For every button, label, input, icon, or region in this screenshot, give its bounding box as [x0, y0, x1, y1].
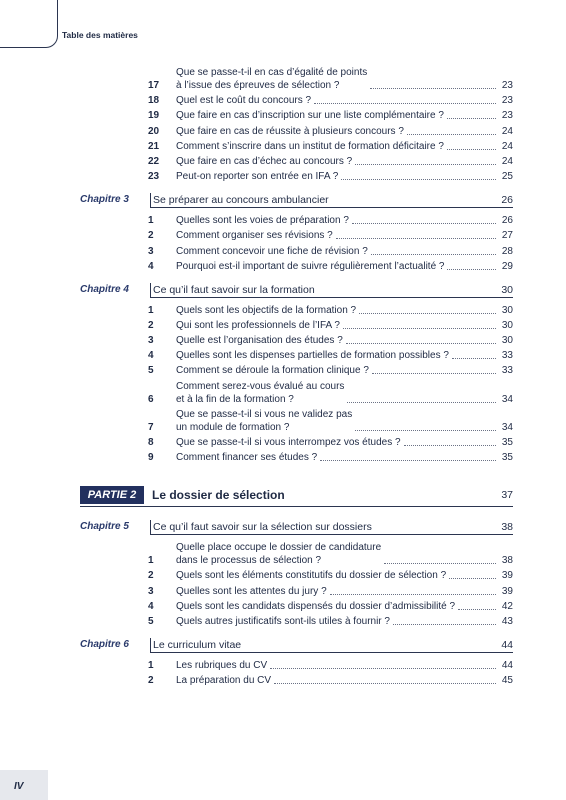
toc-entry[interactable] [0, 304, 566, 317]
toc-entry[interactable] [0, 674, 566, 687]
toc-entry[interactable] [0, 125, 566, 138]
chapter-title: Ce qu’il faut savoir sur la sélection sur dossiers [150, 520, 372, 534]
entry-number: 4 [148, 350, 154, 362]
entry-title: Que se passe-t-il si vous interrompez vos études ? [176, 437, 401, 448]
entry-page: 29 [501, 260, 513, 272]
entry-number: 7 [148, 421, 154, 433]
dot-leader [359, 313, 496, 314]
entry-page: 33 [501, 365, 513, 377]
toc-entry[interactable] [0, 260, 566, 273]
table-of-contents [0, 66, 566, 689]
dot-leader [320, 460, 496, 461]
entry-page: 38 [501, 555, 513, 567]
toc-entry[interactable] [0, 214, 566, 227]
dot-leader [352, 223, 496, 224]
chapter-page: 38 [501, 521, 513, 534]
chapter-5-heading[interactable] [0, 520, 566, 535]
toc-entry[interactable] [0, 600, 566, 613]
dot-leader [347, 402, 496, 403]
entry-title: Quelle est l’organisation des études ? [176, 335, 343, 347]
chapter-4-entries [0, 304, 566, 465]
entry-number: 2 [148, 570, 154, 582]
entry-number: 4 [148, 600, 154, 612]
toc-entry[interactable] [0, 94, 566, 107]
dot-leader [407, 134, 496, 135]
toc-entry[interactable] [0, 245, 566, 258]
entry-title: Pourquoi est-il important de suivre régulièrement l’actualité ? [176, 260, 445, 272]
toc-entry[interactable] [0, 109, 566, 122]
entry-title: Quels sont les candidats dispensés du dossier d’admissibilité ? [176, 600, 456, 612]
entry-page: 34 [501, 393, 513, 405]
dot-leader [447, 118, 496, 119]
entry-number: 1 [148, 304, 154, 316]
entry-number: 1 [148, 659, 154, 671]
corner-decoration [0, 0, 58, 48]
dot-leader [346, 343, 496, 344]
running-header: Table des matières [62, 30, 138, 40]
toc-entry[interactable] [0, 319, 566, 332]
entry-title: Quels sont les objectifs de la formation ? [176, 304, 357, 316]
dot-leader [449, 578, 496, 579]
entry-page: 34 [501, 421, 513, 433]
entry-title: Quelles sont les dispenses partielles de formation possibles ? [176, 350, 449, 362]
entry-title: Quelles sont les attentes du jury ? [176, 585, 327, 597]
entry-title: Que se passe-t-il en cas d’égalité de points à l’issue des épreuves de sélection ? [176, 67, 368, 91]
chapter-5-entries [0, 541, 566, 628]
part-label: PARTIE 2 [80, 486, 144, 504]
chapter-label: Chapitre 4 [80, 283, 129, 295]
toc-entry[interactable] [0, 615, 566, 628]
chapter-title: Ce qu’il faut savoir sur la formation [150, 283, 315, 297]
part-2-heading[interactable] [0, 486, 566, 504]
entry-page: 23 [501, 110, 513, 122]
entry-page: 42 [501, 600, 513, 612]
entry-title: Quels autres justificatifs sont-ils utiles à fournir ? [176, 615, 390, 627]
entry-title: Les rubriques du CV [176, 659, 268, 671]
entry-page: 39 [501, 585, 513, 597]
part-title: Le dossier de sélection [152, 488, 285, 503]
entry-title: Quels sont les éléments constitutifs du dossier de sélection ? [176, 570, 447, 582]
entry-title: Que faire en cas de réussite à plusieurs concours ? [176, 125, 404, 137]
toc-entry[interactable] [0, 334, 566, 347]
entry-page: 23 [501, 80, 513, 91]
toc-entry[interactable] [0, 408, 566, 434]
entry-number: 2 [148, 319, 154, 331]
toc-entry[interactable] [0, 66, 566, 92]
toc-entry[interactable] [0, 140, 566, 153]
entry-number: 3 [148, 245, 154, 257]
toc-entry[interactable] [0, 170, 566, 183]
entry-number: 1 [148, 555, 154, 567]
entry-number: 3 [148, 335, 154, 347]
entry-title: Comment organiser ses révisions ? [176, 230, 333, 242]
entry-number: 5 [148, 615, 154, 627]
entry-number: 19 [148, 110, 160, 122]
entry-title: Peut-on reporter son entrée en IFA ? [176, 171, 339, 183]
entry-title: La préparation du CV [176, 675, 272, 687]
entry-number: 23 [148, 171, 160, 183]
entry-number: 5 [148, 365, 154, 377]
entry-title: Que faire en cas d’échec au concours ? [176, 155, 353, 167]
chapter-page: 26 [501, 194, 513, 207]
dot-leader [336, 238, 496, 239]
entry-number: 3 [148, 585, 154, 597]
dot-leader [314, 103, 496, 104]
dot-leader [270, 668, 496, 669]
entry-number: 8 [148, 437, 154, 448]
chapter-6-heading[interactable] [0, 638, 566, 653]
entry-page: 35 [501, 437, 513, 448]
dot-leader [341, 179, 496, 180]
entry-number: 22 [148, 155, 160, 167]
entry-number: 18 [148, 95, 160, 107]
entry-title: Comment serez-vous évalué au cours et à la fin de la formation ? [176, 380, 345, 405]
entry-page: 24 [501, 155, 513, 167]
chapter-3-entries [0, 214, 566, 273]
dot-leader [447, 269, 496, 270]
entry-number: 2 [148, 675, 154, 687]
entry-number: 1 [148, 215, 154, 227]
entry-page: 28 [501, 245, 513, 257]
entry-title: Comment financer ses études ? [176, 452, 318, 464]
footer-tab [0, 770, 48, 800]
toc-entry[interactable] [0, 349, 566, 362]
entry-page: 24 [501, 140, 513, 152]
entry-page: 30 [501, 304, 513, 316]
toc-entry[interactable] [0, 585, 566, 598]
toc-entry[interactable] [0, 569, 566, 582]
entry-page: 33 [501, 350, 513, 362]
chapter-4-heading[interactable] [0, 283, 566, 298]
chapter-3-heading[interactable] [0, 193, 566, 208]
entry-title: Comment concevoir une fiche de révision ? [176, 245, 368, 257]
entry-title: Quelle place occupe le dossier de candidature dans le processus de sélection ? [176, 542, 382, 567]
entry-number: 20 [148, 125, 160, 137]
dot-leader [384, 563, 496, 564]
toc-entry[interactable] [0, 659, 566, 672]
entry-number: 4 [148, 260, 154, 272]
chapter-label: Chapitre 3 [80, 194, 129, 206]
entry-page: 43 [501, 615, 513, 627]
entries-top [0, 66, 566, 183]
dot-leader [371, 254, 496, 255]
dot-leader [447, 149, 496, 150]
dot-leader [355, 164, 496, 165]
entry-page: 39 [501, 570, 513, 582]
toc-entry[interactable] [0, 229, 566, 242]
chapter-label: Chapitre 6 [80, 638, 129, 650]
toc-entry[interactable] [0, 364, 566, 377]
dot-leader [274, 683, 496, 684]
toc-entry[interactable] [0, 451, 566, 464]
entry-number: 2 [148, 230, 154, 242]
entry-title: Quelles sont les voies de préparation ? [176, 215, 349, 227]
entry-number: 6 [148, 393, 154, 405]
chapter-page: 30 [501, 283, 513, 296]
dot-leader [330, 594, 496, 595]
toc-entry[interactable] [0, 436, 566, 449]
entry-page: 35 [501, 452, 513, 464]
toc-entry[interactable] [0, 541, 566, 567]
entry-title: Comment s’inscrire dans un institut de formation déficitaire ? [176, 140, 444, 152]
dot-leader [458, 609, 496, 610]
chapter-6-entries [0, 659, 566, 687]
entry-number: 21 [148, 140, 160, 152]
entry-title: Comment se déroule la formation clinique ? [176, 365, 369, 377]
entry-page: 25 [501, 171, 513, 183]
entry-page: 30 [501, 319, 513, 331]
toc-entry[interactable] [0, 155, 566, 168]
dot-leader [393, 624, 496, 625]
dot-leader [355, 430, 496, 431]
dot-leader [452, 358, 496, 359]
chapter-label: Chapitre 5 [80, 521, 129, 533]
entry-page: 44 [501, 659, 513, 671]
entry-page: 45 [501, 675, 513, 687]
entry-page: 24 [501, 125, 513, 137]
dot-leader [404, 445, 496, 446]
chapter-title: Le curriculum vitae [150, 638, 241, 652]
entry-page: 27 [501, 230, 513, 242]
toc-entry[interactable] [0, 380, 566, 406]
chapter-page: 44 [501, 638, 513, 651]
dot-leader [370, 88, 496, 89]
dot-leader [372, 373, 496, 374]
entry-number: 9 [148, 452, 154, 464]
page-number: IV [14, 781, 24, 792]
entry-title: Qui sont les professionnels de l’IFA ? [176, 319, 340, 331]
entry-title: Quel est le coût du concours ? [176, 95, 312, 107]
entry-page: 30 [501, 335, 513, 347]
entry-page: 23 [501, 95, 513, 107]
dot-leader [343, 328, 496, 329]
part-rule [80, 506, 513, 507]
entry-number: 17 [148, 80, 160, 91]
chapter-title: Se préparer au concours ambulancier [150, 193, 329, 207]
entry-title: Que se passe-t-il si vous ne validez pas un module de formation ? [176, 408, 353, 433]
entry-title: Que faire en cas d’inscription sur une liste complémentaire ? [176, 110, 444, 122]
entry-page: 26 [501, 215, 513, 227]
part-page: 37 [501, 489, 513, 502]
